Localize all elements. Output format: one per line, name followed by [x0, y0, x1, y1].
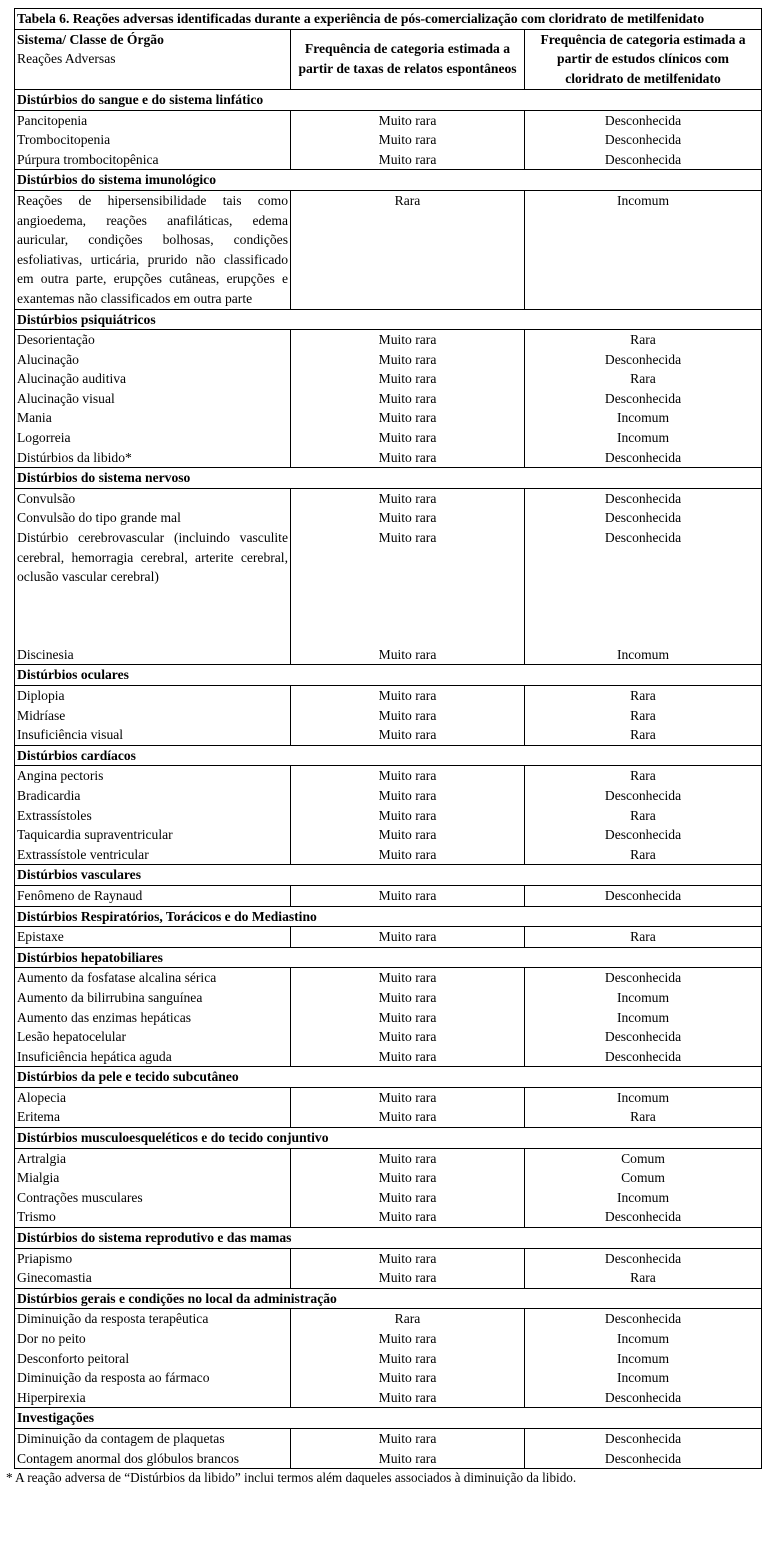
- reaction-term: Convulsão: [17, 490, 76, 506]
- document-page: [6, 8, 761, 1487]
- reaction-term: Bradicardia: [17, 787, 81, 803]
- spontaneous-frequency: Muito rara: [378, 390, 437, 406]
- section-rows: [15, 330, 762, 468]
- spontaneous-frequency-column: [291, 330, 525, 468]
- reaction-term: Diminuição da resposta terapêutica: [17, 1311, 209, 1327]
- reaction-term: Eritema: [17, 1109, 61, 1125]
- clinical-frequency: Rara: [630, 929, 656, 945]
- clinical-frequency: Desconhecida: [604, 1209, 682, 1225]
- clinical-frequency: Desconhecida: [604, 390, 682, 406]
- section-heading: Distúrbios do sangue e do sistema linfático: [15, 89, 762, 110]
- section-heading: Distúrbios cardíacos: [15, 745, 762, 766]
- clinical-frequency: Desconhecida: [604, 1430, 682, 1446]
- column-header-system-subtitle: Reações Adversas: [17, 51, 116, 67]
- spontaneous-frequency: Muito rara: [378, 1331, 437, 1347]
- reaction-term: Insuficiência visual: [17, 727, 124, 743]
- spontaneous-frequency: Muito rara: [378, 707, 437, 723]
- clinical-frequency: Rara: [630, 707, 656, 723]
- section-heading: Distúrbios oculares: [15, 665, 762, 686]
- clinical-frequency: Desconhecida: [604, 1048, 682, 1064]
- reaction-column: [15, 190, 291, 309]
- clinical-frequency: Incomum: [616, 192, 670, 208]
- reaction-column: [15, 330, 291, 468]
- spontaneous-frequency: Muito rara: [378, 132, 437, 148]
- reaction-column: [15, 686, 291, 746]
- clinical-frequency: Rara: [630, 807, 656, 823]
- spontaneous-frequency: Muito rara: [378, 1029, 437, 1045]
- reaction-term: Lesão hepatocelular: [17, 1029, 127, 1045]
- clinical-frequency: Incomum: [616, 646, 670, 662]
- clinical-frequency: Incomum: [616, 1189, 670, 1205]
- clinical-frequency: Desconhecida: [604, 510, 682, 526]
- spontaneous-frequency: Muito rara: [378, 727, 437, 743]
- reaction-term: Distúrbios da libido*: [17, 449, 132, 465]
- spontaneous-frequency: Muito rara: [378, 1009, 437, 1025]
- clinical-frequency-column: [525, 885, 762, 906]
- reaction-term: Artralgia: [17, 1150, 67, 1166]
- reaction-column: [15, 766, 291, 865]
- spontaneous-frequency: Muito rara: [378, 510, 437, 526]
- spontaneous-frequency-column: [291, 1248, 525, 1288]
- spontaneous-frequency: Muito rara: [378, 1150, 437, 1166]
- section-heading: Distúrbios do sistema reprodutivo e das mamas: [15, 1228, 762, 1249]
- clinical-frequency: Rara: [630, 1270, 656, 1286]
- clinical-frequency: Desconhecida: [604, 530, 682, 546]
- clinical-frequency: Desconhecida: [604, 1389, 682, 1405]
- column-header-spontaneous: Frequência de categoria estimada a partir de taxas de relatos espontâneos: [291, 29, 525, 89]
- spontaneous-frequency: Muito rara: [378, 887, 437, 903]
- section-rows: [15, 1428, 762, 1468]
- reaction-term: Alucinação: [17, 351, 79, 367]
- section-heading: Distúrbios Respiratórios, Torácicos e do Mediastino: [15, 906, 762, 927]
- section-row: [15, 665, 762, 686]
- section-heading: Distúrbios do sistema imunológico: [15, 170, 762, 191]
- reaction-term: Epistaxe: [17, 929, 64, 945]
- spontaneous-frequency: Muito rara: [378, 989, 437, 1005]
- clinical-frequency: Desconhecida: [604, 787, 682, 803]
- clinical-frequency: Rara: [630, 727, 656, 743]
- clinical-frequency: Desconhecida: [604, 151, 682, 167]
- section-rows: [15, 766, 762, 865]
- section-heading: Distúrbios musculoesqueléticos e do tecido conjuntivo: [15, 1128, 762, 1149]
- section-row: [15, 1408, 762, 1429]
- clinical-frequency-column: [525, 330, 762, 468]
- section-row: [15, 1288, 762, 1309]
- reaction-term: Trombocitopenia: [17, 132, 111, 148]
- section-rows: [15, 1309, 762, 1408]
- clinical-frequency: Desconhecida: [604, 1450, 682, 1466]
- column-header-system-title: Sistema/ Classe de Órgão: [17, 31, 164, 47]
- reaction-column: [15, 1148, 291, 1227]
- adverse-reactions-table: [14, 8, 762, 1469]
- spontaneous-frequency-column: [291, 1309, 525, 1408]
- clinical-frequency-column: [525, 927, 762, 948]
- reaction-term: Aumento da bilirrubina sanguínea: [17, 989, 203, 1005]
- reaction-term: Desconforto peitoral: [17, 1350, 130, 1366]
- reaction-term: Contagem anormal dos glóbulos brancos: [17, 1450, 239, 1466]
- spontaneous-frequency: Muito rara: [378, 332, 437, 348]
- section-row: [15, 1067, 762, 1088]
- clinical-frequency: Desconhecida: [604, 351, 682, 367]
- reaction-column: [15, 885, 291, 906]
- spontaneous-frequency: Muito rara: [378, 688, 437, 704]
- reaction-column: [15, 968, 291, 1067]
- section-heading: Investigações: [15, 1408, 762, 1429]
- clinical-frequency: Desconhecida: [604, 112, 682, 128]
- spontaneous-frequency-column: [291, 1148, 525, 1227]
- reaction-term: Aumento da fosfatase alcalina sérica: [17, 970, 217, 986]
- clinical-frequency-column: [525, 766, 762, 865]
- spontaneous-frequency-column: [291, 488, 525, 665]
- spontaneous-frequency: Muito rara: [378, 970, 437, 986]
- spontaneous-frequency: Muito rara: [378, 530, 437, 546]
- spontaneous-frequency-column: [291, 686, 525, 746]
- reaction-column: [15, 110, 291, 170]
- clinical-frequency-column: [525, 1087, 762, 1127]
- reaction-column: [15, 927, 291, 948]
- spontaneous-frequency: Muito rara: [378, 787, 437, 803]
- clinical-frequency: Rara: [630, 846, 656, 862]
- spontaneous-frequency-column: [291, 1428, 525, 1468]
- spontaneous-frequency-column: [291, 190, 525, 309]
- table-footnote: * A reação adversa de “Distúrbios da libido” inclui termos além daqueles associados à diminuição da libido.: [6, 1470, 577, 1486]
- section-row: [15, 468, 762, 489]
- row-spacer: [293, 587, 522, 645]
- spontaneous-frequency: Muito rara: [378, 1189, 437, 1205]
- spontaneous-frequency: Muito rara: [378, 371, 437, 387]
- section-row: [15, 745, 762, 766]
- section-rows: [15, 1087, 762, 1127]
- reaction-term: Alucinação auditiva: [17, 371, 127, 387]
- section-rows: [15, 686, 762, 746]
- table-caption: Tabela 6. Reações adversas identificadas durante a experiência de pós-comercialização com cloridrato de metilfenidato: [15, 9, 762, 30]
- section-row: [15, 906, 762, 927]
- reaction-term: Discinesia: [17, 646, 74, 662]
- spontaneous-frequency: Muito rara: [378, 1450, 437, 1466]
- reaction-term: Hiperpirexia: [17, 1389, 86, 1405]
- reaction-term: Púrpura trombocitopênica: [17, 151, 159, 167]
- clinical-frequency: Comum: [621, 1150, 665, 1166]
- reaction-term: Midríase: [17, 707, 66, 723]
- reaction-term: Insuficiência hepática aguda: [17, 1048, 172, 1064]
- clinical-frequency-column: [525, 1428, 762, 1468]
- clinical-frequency: Incomum: [616, 1009, 670, 1025]
- section-rows: [15, 1148, 762, 1227]
- row-spacer: [17, 587, 288, 645]
- spontaneous-frequency: Muito rara: [378, 1048, 437, 1064]
- clinical-frequency: Rara: [630, 768, 656, 784]
- section-rows: [15, 110, 762, 170]
- row-spacer: [527, 587, 759, 645]
- reaction-term: Extrassístoles: [17, 807, 92, 823]
- spontaneous-frequency: Muito rara: [378, 1430, 437, 1446]
- section-rows: [15, 927, 762, 948]
- reaction-term: Diminuição da contagem de plaquetas: [17, 1430, 225, 1446]
- clinical-frequency: Incomum: [616, 1350, 670, 1366]
- clinical-frequency: Rara: [630, 371, 656, 387]
- spontaneous-frequency-column: [291, 766, 525, 865]
- spontaneous-frequency-column: [291, 968, 525, 1067]
- clinical-frequency: Rara: [630, 688, 656, 704]
- clinical-frequency: Incomum: [616, 989, 670, 1005]
- reaction-term: Desorientação: [17, 332, 95, 348]
- reaction-term: Logorreia: [17, 430, 71, 446]
- clinical-frequency: Desconhecida: [604, 827, 682, 843]
- section-rows: [15, 968, 762, 1067]
- reaction-term: Priapismo: [17, 1250, 73, 1266]
- reaction-column: [15, 1248, 291, 1288]
- section-row: [15, 89, 762, 110]
- clinical-frequency-column: [525, 190, 762, 309]
- section-row: [15, 170, 762, 191]
- row-spacer: [293, 548, 522, 587]
- reaction-term: Fenômeno de Raynaud: [17, 887, 143, 903]
- spontaneous-frequency: Muito rara: [378, 846, 437, 862]
- reaction-term: Pancitopenia: [17, 112, 88, 128]
- reaction-term: Trismo: [17, 1209, 56, 1225]
- clinical-frequency: Desconhecida: [604, 132, 682, 148]
- spontaneous-frequency: Muito rara: [378, 1370, 437, 1386]
- column-header-clinical: Frequência de categoria estimada a partir de estudos clínicos com cloridrato de metilfenidato: [525, 29, 762, 89]
- spontaneous-frequency: Muito rara: [378, 1250, 437, 1266]
- reaction-term: Convulsão do tipo grande mal: [17, 510, 181, 526]
- section-rows: [15, 1248, 762, 1288]
- spontaneous-frequency: Muito rara: [378, 807, 437, 823]
- spontaneous-frequency: Muito rara: [378, 1170, 437, 1186]
- clinical-frequency: Desconhecida: [604, 1029, 682, 1045]
- reaction-term: Taquicardia supraventricular: [17, 827, 173, 843]
- spontaneous-frequency: Muito rara: [378, 1109, 437, 1125]
- spontaneous-frequency: Muito rara: [378, 827, 437, 843]
- spontaneous-frequency: Muito rara: [378, 646, 437, 662]
- clinical-frequency: Rara: [630, 1109, 656, 1125]
- spontaneous-frequency: Muito rara: [378, 1209, 437, 1225]
- clinical-frequency: Incomum: [616, 1331, 670, 1347]
- section-heading: Distúrbios da pele e tecido subcutâneo: [15, 1067, 762, 1088]
- spontaneous-frequency: Muito rara: [378, 929, 437, 945]
- clinical-frequency: Incomum: [616, 410, 670, 426]
- spontaneous-frequency: Muito rara: [378, 449, 437, 465]
- clinical-frequency: Desconhecida: [604, 490, 682, 506]
- section-heading: Distúrbios vasculares: [15, 865, 762, 886]
- reaction-term: Alucinação visual: [17, 390, 115, 406]
- reaction-column: [15, 1428, 291, 1468]
- spontaneous-frequency-column: [291, 1087, 525, 1127]
- clinical-frequency-column: [525, 968, 762, 1067]
- section-rows: [15, 190, 762, 309]
- reaction-term: Angina pectoris: [17, 768, 104, 784]
- reaction-term: Contrações musculares: [17, 1189, 143, 1205]
- clinical-frequency: Desconhecida: [604, 887, 682, 903]
- reaction-term: Ginecomastia: [17, 1270, 92, 1286]
- section-row: [15, 1228, 762, 1249]
- row-spacer: [293, 211, 522, 309]
- section-heading: Distúrbios psiquiátricos: [15, 309, 762, 330]
- section-rows: [15, 885, 762, 906]
- clinical-frequency: Desconhecida: [604, 1250, 682, 1266]
- spontaneous-frequency-column: [291, 110, 525, 170]
- clinical-frequency: Incomum: [616, 1370, 670, 1386]
- clinical-frequency: Desconhecida: [604, 1311, 682, 1327]
- reaction-term: Diminuição da resposta ao fármaco: [17, 1370, 210, 1386]
- clinical-frequency-column: [525, 1309, 762, 1408]
- spontaneous-frequency: Muito rara: [378, 1350, 437, 1366]
- row-spacer: [527, 211, 759, 309]
- reaction-column: [15, 488, 291, 665]
- section-heading: Distúrbios gerais e condições no local da administração: [15, 1288, 762, 1309]
- reaction-term: Alopecia: [17, 1089, 67, 1105]
- clinical-frequency: Desconhecida: [604, 449, 682, 465]
- spontaneous-frequency: Muito rara: [378, 1089, 437, 1105]
- spontaneous-frequency: Muito rara: [378, 490, 437, 506]
- spontaneous-frequency: Muito rara: [378, 351, 437, 367]
- reaction-term: Aumento das enzimas hepáticas: [17, 1009, 192, 1025]
- clinical-frequency-column: [525, 1248, 762, 1288]
- table-body: [15, 89, 762, 1468]
- clinical-frequency: Incomum: [616, 430, 670, 446]
- spontaneous-frequency: Rara: [394, 192, 421, 208]
- section-row: [15, 947, 762, 968]
- section-heading: Distúrbios do sistema nervoso: [15, 468, 762, 489]
- reaction-term: Distúrbio cerebrovascular (incluindo vasculite cerebral, hemorragia cerebral, arterite cerebral, oclusão vascular cerebral): [17, 530, 288, 585]
- section-row: [15, 865, 762, 886]
- reaction-term: Extrassístole ventricular: [17, 846, 149, 862]
- spontaneous-frequency: Muito rara: [378, 410, 437, 426]
- clinical-frequency: Desconhecida: [604, 970, 682, 986]
- reaction-term: Mialgia: [17, 1170, 60, 1186]
- spontaneous-frequency: Muito rara: [378, 1270, 437, 1286]
- reaction-term: Reações de hipersensibilidade tais como angioedema, reações anafiláticas, edema auricular, condições bolhosas, condições esfoliativas, urticária, prurido não classificado em outra parte, erupções cutâneas, erupções e exantemas não classificados em outra parte: [17, 192, 288, 306]
- spontaneous-frequency: Muito rara: [378, 151, 437, 167]
- spontaneous-frequency: Muito rara: [378, 768, 437, 784]
- clinical-frequency-column: [525, 1148, 762, 1227]
- spontaneous-frequency-column: [291, 927, 525, 948]
- spontaneous-frequency-column: [291, 885, 525, 906]
- row-spacer: [527, 548, 759, 587]
- spontaneous-frequency: Rara: [394, 1311, 421, 1327]
- clinical-frequency: Comum: [621, 1170, 665, 1186]
- spontaneous-frequency: Muito rara: [378, 112, 437, 128]
- column-header-system: [15, 29, 291, 89]
- reaction-column: [15, 1087, 291, 1127]
- clinical-frequency-column: [525, 686, 762, 746]
- clinical-frequency-column: [525, 110, 762, 170]
- reaction-term: Diplopia: [17, 688, 65, 704]
- clinical-frequency-column: [525, 488, 762, 665]
- spontaneous-frequency: Muito rara: [378, 430, 437, 446]
- reaction-column: [15, 1309, 291, 1408]
- spontaneous-frequency: Muito rara: [378, 1389, 437, 1405]
- section-heading: Distúrbios hepatobiliares: [15, 947, 762, 968]
- reaction-term: Dor no peito: [17, 1331, 86, 1347]
- reaction-term: Mania: [17, 410, 52, 426]
- section-rows: [15, 488, 762, 665]
- clinical-frequency: Rara: [630, 332, 656, 348]
- section-row: [15, 1128, 762, 1149]
- clinical-frequency: Incomum: [616, 1089, 670, 1105]
- section-row: [15, 309, 762, 330]
